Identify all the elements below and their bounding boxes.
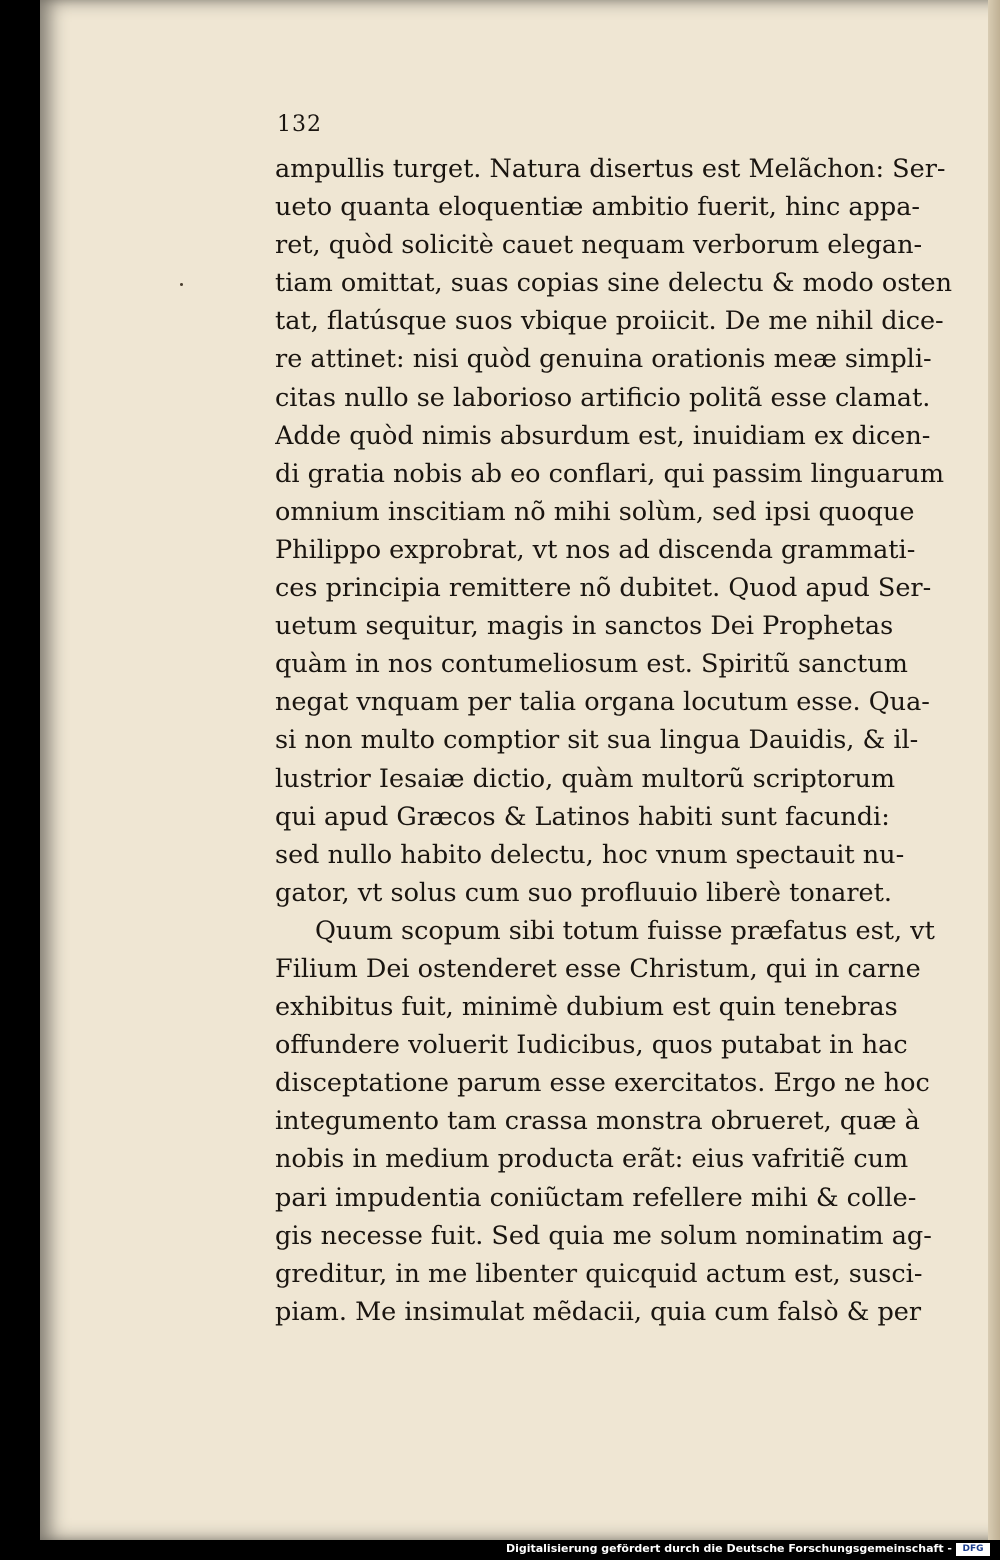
text-line: Filium Dei ostenderet esse Christum, qui in carne [275,953,921,984]
text-line: di gratia nobis ab eo conflari, qui passim linguarum [275,458,945,489]
text-line: disceptatione parum esse exercitatos. Ergo ne hoc [275,1068,930,1099]
text-line: citas nullo se laborioso artificio politã esse clamat. [275,382,931,413]
text-line: omnium inscitiam nõ mihi solùm, sed ipsi quoque [275,496,915,527]
text-line: sed nullo habito delectu, hoc vnum spectauit nu- [275,839,905,870]
text-line: pari impudentia coniũctam refellere mihi & colle- [275,1182,917,1213]
body-text [275,150,975,1331]
text-line: gis necesse fuit. Sed quia me solum nominatim ag- [275,1220,932,1251]
text-line: ampullis turget. Natura disertus est Melãchon: Ser- [275,154,946,184]
text-line: tat, flatúsque suos vbique proiicit. De me nihil dice- [275,306,944,337]
text-line: ueto quanta eloquentiæ ambitio fuerit, hinc appa- [275,192,921,223]
ink-speck [180,283,183,286]
text-line: si non multo comptior sit sua lingua Dauidis, & il- [275,725,919,756]
footer-bar [0,1540,1000,1560]
text-line: tiam omittat, suas copias sine delectu & modo osten [275,268,953,299]
text-line: piam. Me insimulat mẽdacii, quia cum falsò & per [275,1296,922,1327]
funding-credit: Digitalisierung gefördert durch die Deutsche Forschungsgemeinschaft - [505,1542,952,1555]
text-line: gator, vt solus cum suo profluuio liberè tonaret. [275,877,892,908]
text-line: offundere voluerit Iudicibus, quos putabat in hac [275,1030,908,1061]
text-line: greditur, in me libenter quicquid actum est, susci- [275,1258,923,1289]
text-line: Adde quòd nimis absurdum est, inuidiam ex dicen- [275,420,931,451]
text-line: ret, quòd solicitè cauet nequam verborum elegan- [275,230,923,261]
text-line: exhibitus fuit, minimè dubium est quin tenebras [275,992,898,1023]
text-line: quàm in nos contumeliosum est. Spiritũ sanctum [275,649,908,680]
page-number: 132 [277,112,322,137]
text-line: nobis in medium producta erãt: eius vafritiẽ cum [275,1144,909,1175]
dfg-logo-icon: DFG [956,1543,990,1556]
text-line: qui apud Græcos & Latinos habiti sunt facundi: [275,801,890,832]
text-line: negat vnquam per talia organa locutum esse. Qua- [275,687,930,718]
text-line: integumento tam crassa monstra obrueret, quæ à [275,1106,920,1137]
text-line: ces principia remittere nõ dubitet. Quod apud Ser- [275,573,932,604]
text-line: lustrior Iesaiæ dictio, quàm multorũ scriptorum [275,763,896,794]
text-line: Philippo exprobrat, vt nos ad discenda grammati- [275,534,916,565]
text-line: re attinet: nisi quòd genuina orationis meæ simpli- [275,344,932,375]
paragraph-start-line: Quum scopum sibi totum fuisse præfatus est, vt [315,915,935,946]
text-line: uetum sequitur, magis in sanctos Dei Prophetas [275,611,894,642]
page-edge [988,0,1000,1540]
